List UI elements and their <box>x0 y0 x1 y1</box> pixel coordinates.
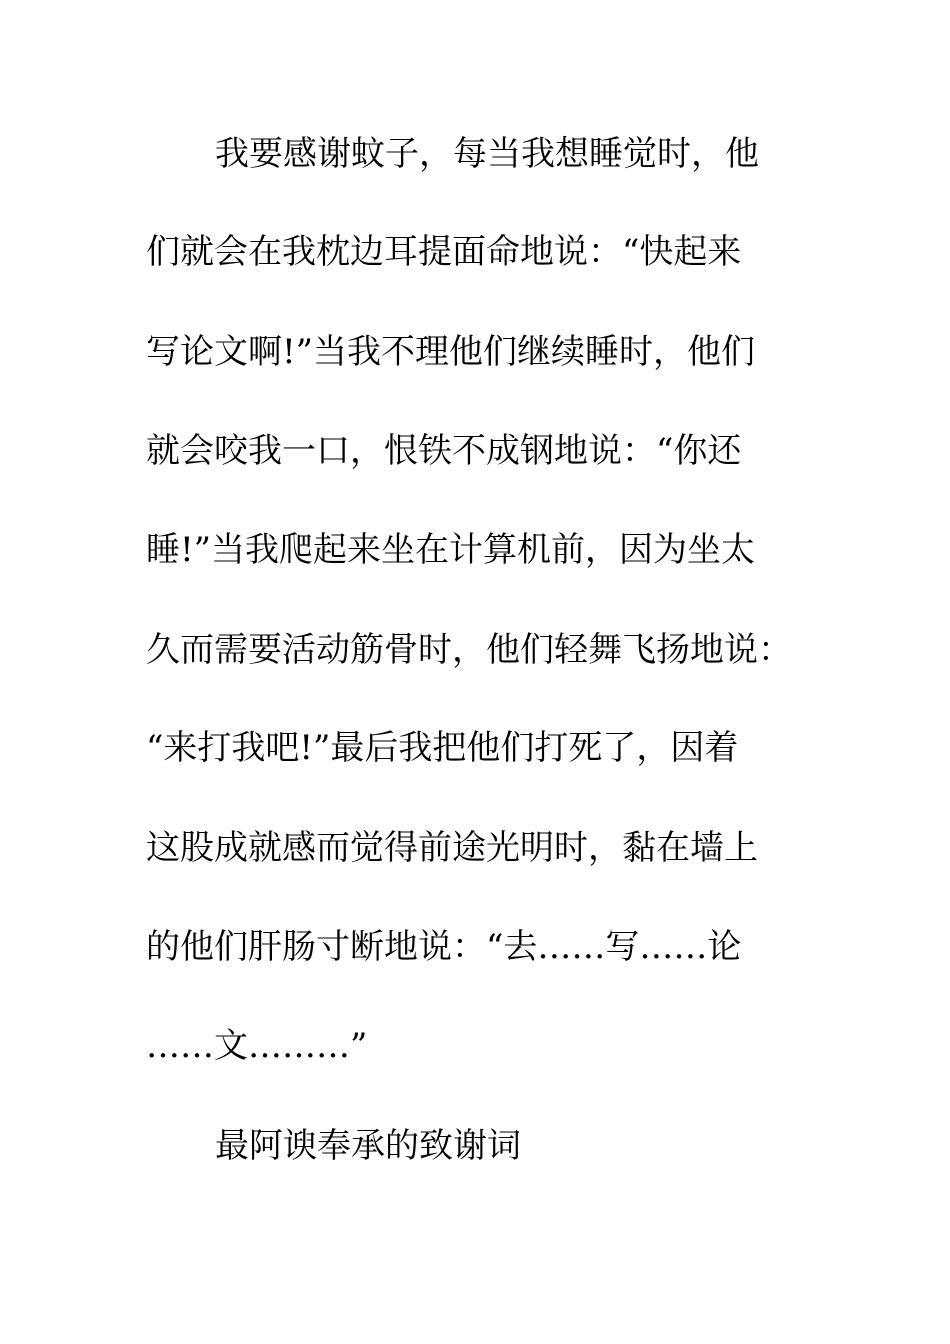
paragraph-line-6-text: 久而需要活动筋骨时，他们轻舞飞扬地说： <box>146 630 792 670</box>
paragraph-line-8-text: 这股成就感而觉得前途光明时，黏在墙上 <box>146 828 758 868</box>
paragraph-line-3-text: 写论文啊!”当我不理他们继续睡时，他们 <box>146 332 756 372</box>
paragraph-line-1-text: 我要感谢蚊子，每当我想睡觉时，他 <box>215 134 759 174</box>
paragraph-line-2 <box>0 222 950 282</box>
paragraph-line-9-text: 的他们肝肠寸断地说：“去……写……论 <box>146 927 742 967</box>
section-heading-text: 最阿谀奉承的致谢词 <box>215 1126 521 1166</box>
paragraph-line-4-text: 就会咬我一口，恨铁不成钢地说：“你还 <box>146 431 742 471</box>
paragraph-line-2-text: 们就会在我枕边耳提面命地说：“快起来 <box>146 232 742 272</box>
paragraph-line-10-text: ……文………” <box>146 1026 368 1066</box>
paragraph-line-3 <box>0 322 950 382</box>
paragraph-line-5-text: 睡!”当我爬起来坐在计算机前，因为坐太 <box>146 530 756 570</box>
paragraph-line-7-text: “来打我吧!”最后我把他们打死了，因着 <box>146 728 739 768</box>
section-heading <box>0 1116 950 1176</box>
paragraph-line-6 <box>0 620 950 680</box>
paragraph-line-1 <box>0 124 950 184</box>
paragraph-line-8 <box>0 818 950 878</box>
paragraph-line-5 <box>0 520 950 580</box>
paragraph-line-9 <box>0 917 950 977</box>
paragraph-line-4 <box>0 421 950 481</box>
paragraph-line-10 <box>0 1016 950 1076</box>
paragraph-line-7 <box>0 718 950 778</box>
